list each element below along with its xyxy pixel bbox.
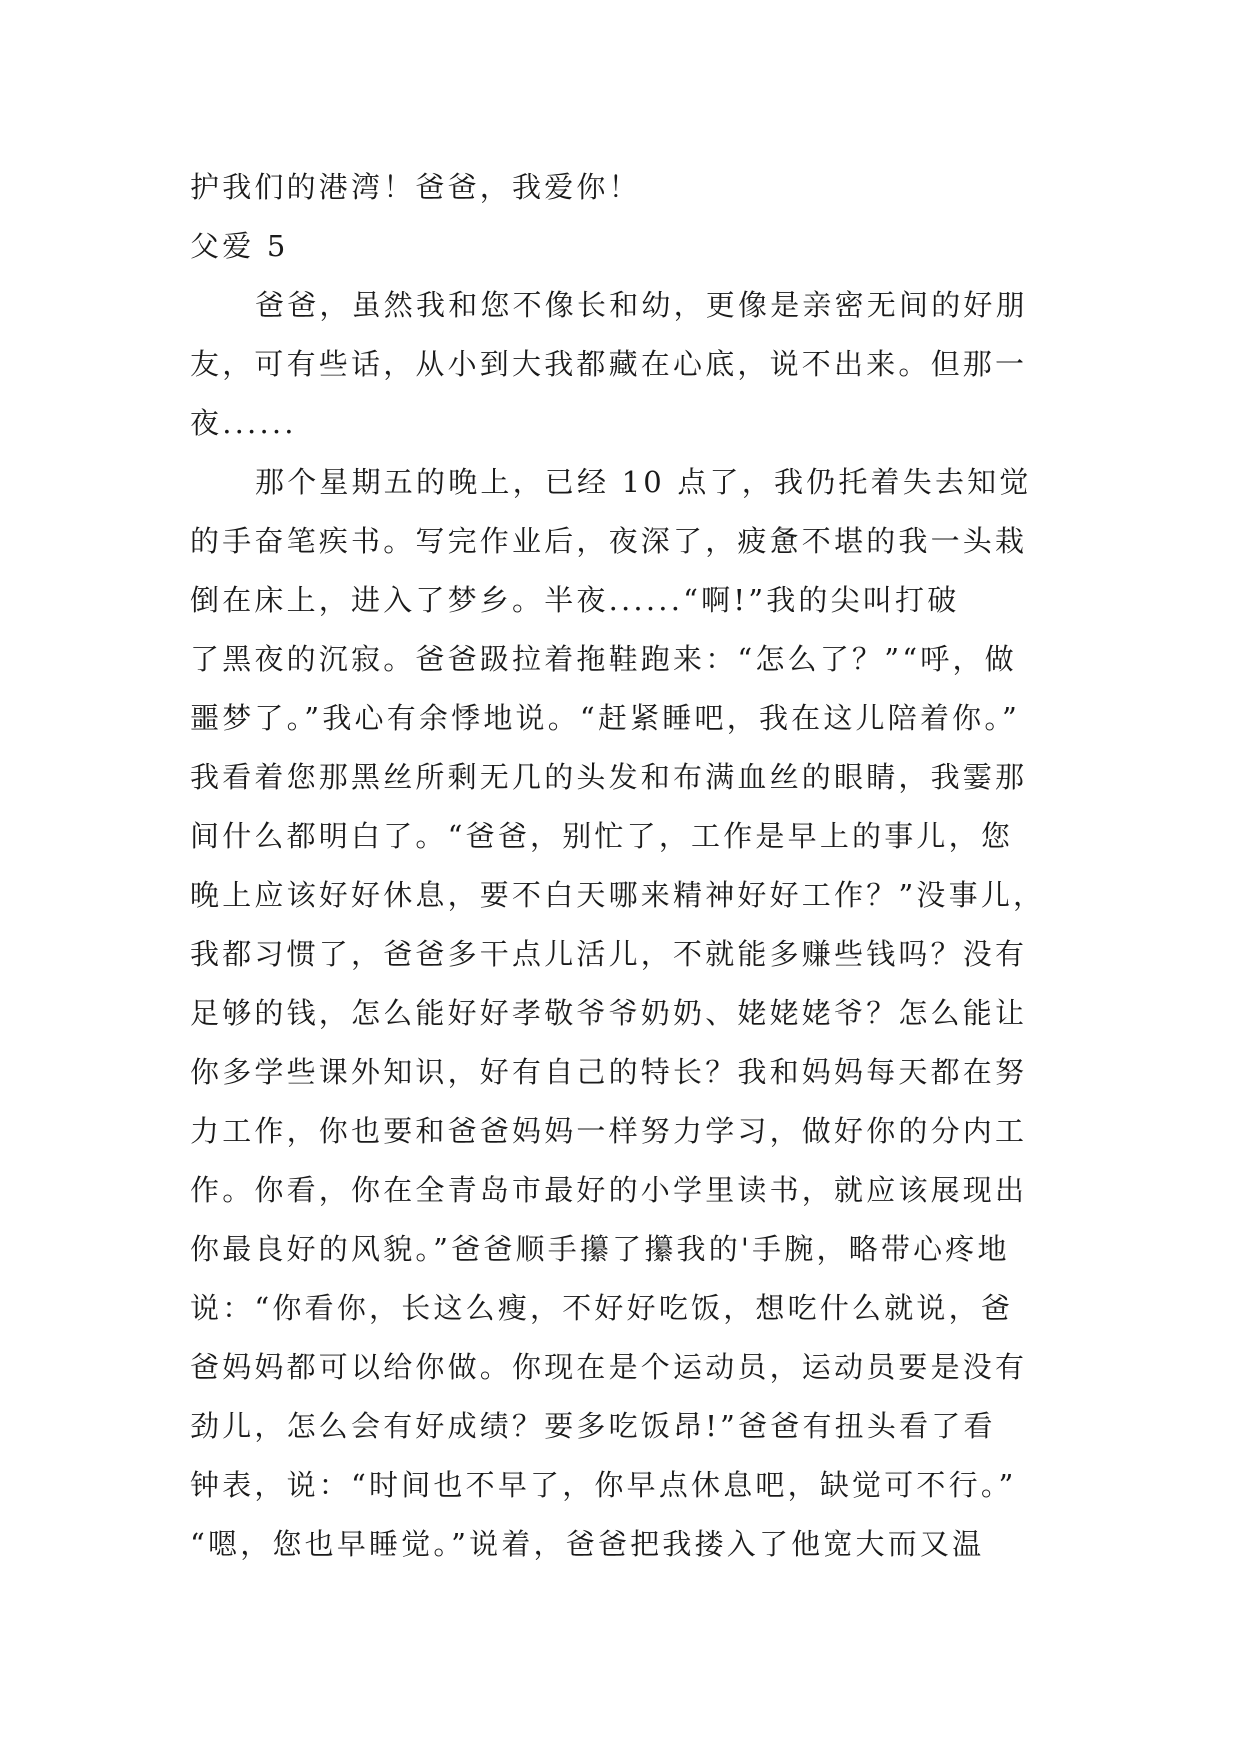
text-line: 的手奋笔疾书。写完作业后，夜深了，疲惫不堪的我一头栽: [190, 524, 1028, 558]
text-line: 爸妈妈都可以给你做。你现在是个运动员，运动员要是没有: [190, 1350, 1028, 1384]
text-line: 我看着您那黑丝所剩无几的头发和布满血丝的眼睛，我霎那: [190, 760, 1028, 794]
text-line: 我都习惯了，爸爸多干点儿活儿，不就能多赚些钱吗？没有: [190, 937, 1028, 971]
text-line: 间什么都明白了。“爸爸，别忙了，工作是早上的事儿，您: [190, 819, 1014, 853]
text-line: 作。你看，你在全青岛市最好的小学里读书，就应该展现出: [190, 1173, 1028, 1207]
text-line: 劲儿，怎么会有好成绩？要多吃饭昂!”爸爸有扭头看了看: [190, 1409, 996, 1443]
text-line: 倒在床上，进入了梦乡。半夜......“啊!”我的尖叫打破: [190, 583, 960, 617]
text-line: 说：“你看你，长这么瘦，不好好吃饭，想吃什么就说，爸: [190, 1291, 1014, 1325]
text-line: 你多学些课外知识，好有自己的特长？我和妈妈每天都在努: [190, 1055, 1028, 1089]
text-line: 那个星期五的晚上，已经 10 点了，我仍托着失去知觉: [255, 465, 1032, 499]
text-line: 友，可有些话，从小到大我都藏在心底，说不出来。但那一: [190, 347, 1028, 381]
document-body: [190, 158, 1070, 1574]
text-line: 晚上应该好好休息，要不白天哪来精神好好工作？”没事儿，: [190, 878, 1046, 912]
text-line: 足够的钱，怎么能好好孝敬爷爷奶奶、姥姥姥爷？怎么能让: [190, 996, 1028, 1030]
text-line: 噩梦了。”我心有余悸地说。“赶紧睡吧，我在这儿陪着你。”: [190, 701, 1021, 735]
text-line: 爸爸，虽然我和您不像长和幼，更像是亲密无间的好朋: [255, 288, 1028, 322]
text-line: 夜......: [190, 406, 297, 440]
text-line: 力工作，你也要和爸爸妈妈一样努力学习，做好你的分内工: [190, 1114, 1028, 1148]
text-line: 钟表，说：“时间也不早了，你早点休息吧，缺觉可不行。”: [190, 1468, 1017, 1502]
text-line: “嗯，您也早睡觉。”说着，爸爸把我搂入了他宽大而又温: [190, 1527, 985, 1561]
text-line: 你最良好的风貌。”爸爸顺手攥了攥我的'手腕，略带心疼地: [190, 1232, 1010, 1266]
section-heading: 父爱 5: [190, 229, 289, 263]
text-line: 护我们的港湾！爸爸，我爱你！: [190, 170, 641, 204]
text-line: 了黑夜的沉寂。爸爸趿拉着拖鞋跑来：“怎么了？”“呼，做: [190, 642, 1017, 676]
